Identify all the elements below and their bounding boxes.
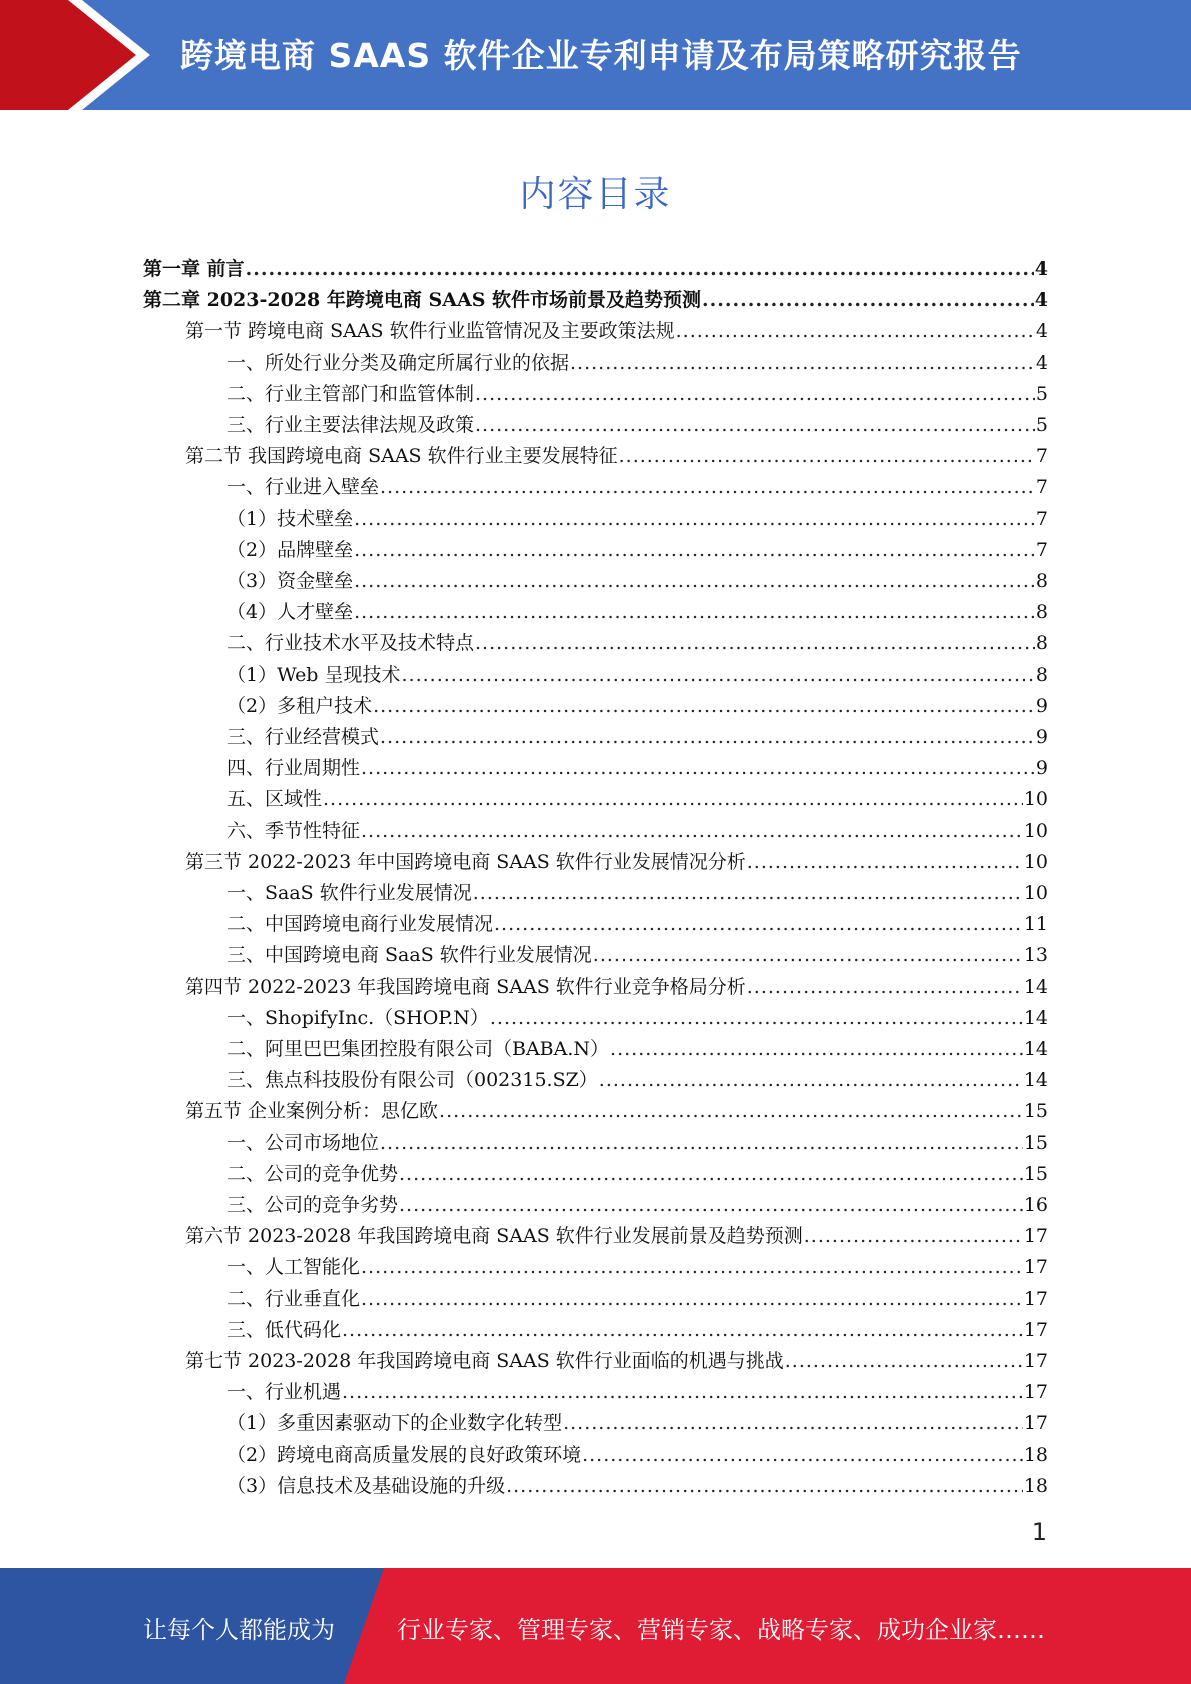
toc-leader-dots bbox=[475, 410, 1035, 441]
report-title: 跨境电商 SAAS 软件企业专利申请及布局策略研究报告 bbox=[180, 36, 1022, 75]
toc-leader-dots bbox=[380, 472, 1035, 503]
toc-entry-label: 三、行业经营模式 bbox=[227, 726, 380, 748]
toc-leader-dots bbox=[582, 1440, 1023, 1471]
toc-leader-dots bbox=[570, 348, 1035, 379]
toc-leader-dots bbox=[610, 1034, 1023, 1065]
toc-entry[interactable] bbox=[227, 1128, 1048, 1159]
toc-entry-label: 二、中国跨境电商行业发展情况 bbox=[227, 913, 494, 936]
toc-leader-dots bbox=[563, 1408, 1023, 1439]
toc-entry-page: 5 bbox=[1035, 414, 1048, 436]
toc-entry-label: 第四节 2022-2023 年我国跨境电商 SAAS 软件行业竞争格局分析 bbox=[185, 975, 746, 998]
toc-entry-page: 17 bbox=[1023, 1225, 1048, 1248]
toc-entry[interactable] bbox=[185, 1221, 1048, 1252]
toc-entry-page: 17 bbox=[1023, 1350, 1048, 1372]
toc-entry-page: 9 bbox=[1035, 694, 1048, 717]
toc-entry-page: 10 bbox=[1023, 882, 1048, 904]
toc-entry[interactable] bbox=[227, 1252, 1048, 1283]
toc-entry[interactable] bbox=[185, 847, 1048, 878]
toc-entry-page: 9 bbox=[1035, 757, 1048, 780]
toc-entry-label: 第五节 企业案例分析：思亿欧 bbox=[185, 1100, 439, 1123]
toc-entry-label: 二、行业垂直化 bbox=[227, 1287, 361, 1310]
toc-entry[interactable] bbox=[227, 504, 1048, 535]
toc-entry-page: 5 bbox=[1035, 382, 1048, 405]
toc-entry-page: 17 bbox=[1023, 1256, 1048, 1279]
toc-entry-page: 14 bbox=[1023, 1038, 1048, 1060]
toc-leader-dots bbox=[747, 847, 1023, 878]
toc-entry-page: 9 bbox=[1035, 726, 1048, 748]
toc-entry-page: 13 bbox=[1023, 944, 1048, 967]
toc-entry[interactable] bbox=[227, 472, 1048, 503]
toc-leader-dots bbox=[490, 1003, 1023, 1034]
toc-entry[interactable] bbox=[227, 1034, 1048, 1065]
toc-leader-dots bbox=[373, 691, 1035, 722]
footer-slogan-right: 行业专家、管理专家、营销专家、战略专家、成功企业家…… bbox=[397, 1616, 1045, 1644]
toc-entry-page: 17 bbox=[1023, 1318, 1048, 1341]
toc-leader-dots bbox=[494, 909, 1023, 940]
toc-leader-dots bbox=[475, 379, 1035, 410]
toc-entry-page: 11 bbox=[1023, 913, 1048, 936]
toc-entry-label: 第一节 跨境电商 SAAS 软件行业监管情况及主要政策法规 bbox=[185, 320, 675, 343]
toc-leader-dots bbox=[354, 504, 1035, 535]
page-number: 1 bbox=[1031, 1518, 1047, 1546]
toc-leader-dots bbox=[473, 878, 1023, 909]
toc-entry[interactable] bbox=[227, 1003, 1048, 1034]
toc-leader-dots bbox=[246, 254, 1034, 285]
toc-entry[interactable] bbox=[227, 566, 1048, 597]
toc-entry[interactable] bbox=[227, 410, 1048, 441]
toc-entry-label: （1）技术壁垒 bbox=[227, 507, 354, 530]
toc-entry-page: 18 bbox=[1023, 1474, 1048, 1497]
toc-entry-page: 18 bbox=[1023, 1443, 1048, 1466]
toc-entry-page: 4 bbox=[1034, 289, 1048, 312]
toc-leader-dots bbox=[354, 535, 1035, 566]
toc-leader-dots bbox=[354, 566, 1035, 597]
toc-entry-label: 五、区域性 bbox=[227, 788, 323, 811]
toc-entry[interactable] bbox=[185, 1346, 1048, 1377]
toc-entry-label: （1）Web 呈现技术 bbox=[227, 663, 401, 686]
toc-entry-label: 三、公司的竞争劣势 bbox=[227, 1194, 399, 1216]
toc-entry-page: 17 bbox=[1023, 1412, 1048, 1435]
toc-entry-label: （2）跨境电商高质量发展的良好政策环境 bbox=[227, 1443, 582, 1466]
toc-entry[interactable] bbox=[227, 1408, 1048, 1439]
toc-entry-label: 六、季节性特征 bbox=[227, 819, 361, 842]
toc-leader-dots bbox=[399, 1159, 1023, 1190]
toc-leader-dots bbox=[361, 753, 1035, 784]
toc-entry-label: 一、SaaS 软件行业发展情况 bbox=[227, 882, 472, 904]
toc-entry-label: 第二章 2023-2028 年跨境电商 SAAS 软件市场前景及趋势预测 bbox=[143, 289, 702, 312]
toc-leader-dots bbox=[323, 784, 1023, 815]
toc-leader-dots bbox=[619, 441, 1035, 472]
toc-leader-dots bbox=[506, 1471, 1023, 1502]
toc-entry[interactable] bbox=[227, 878, 1048, 909]
toc-entry-page: 7 bbox=[1035, 507, 1048, 530]
toc-entry-label: （2）品牌壁垒 bbox=[227, 538, 354, 561]
toc-entry-page: 14 bbox=[1023, 975, 1048, 998]
toc-entry[interactable] bbox=[227, 535, 1048, 566]
toc-entry[interactable] bbox=[227, 379, 1048, 410]
toc-entry-label: 一、行业进入壁垒 bbox=[227, 476, 380, 499]
toc-entry-label: 一、ShopifyInc.（SHOP.N） bbox=[227, 1006, 489, 1029]
toc-entry[interactable] bbox=[227, 1284, 1048, 1315]
toc-leader-dots bbox=[747, 972, 1023, 1003]
toc-entry-page: 14 bbox=[1023, 1069, 1048, 1092]
toc-entry-label: （4）人才壁垒 bbox=[227, 601, 354, 624]
toc-heading: 内容目录 bbox=[519, 174, 672, 215]
toc-entry-page: 8 bbox=[1035, 663, 1048, 686]
toc-entry-page: 4 bbox=[1035, 320, 1048, 343]
toc-entry-label: 一、人工智能化 bbox=[227, 1256, 361, 1279]
toc-entry-label: 第六节 2023-2028 年我国跨境电商 SAAS 软件行业发展前景及趋势预测 bbox=[185, 1225, 803, 1248]
toc-entry[interactable] bbox=[185, 441, 1048, 472]
toc-entry[interactable] bbox=[227, 784, 1048, 815]
toc-leader-dots bbox=[439, 1096, 1023, 1127]
header-banner bbox=[0, 0, 1191, 110]
toc-entry[interactable] bbox=[143, 254, 1048, 285]
toc-entry-label: 二、阿里巴巴集团控股有限公司（BABA.N） bbox=[227, 1038, 610, 1060]
toc-entry-page: 10 bbox=[1023, 788, 1048, 811]
toc-entry[interactable] bbox=[227, 1315, 1048, 1346]
toc-leader-dots bbox=[593, 940, 1023, 971]
toc-entry[interactable] bbox=[227, 816, 1048, 847]
toc-leader-dots bbox=[361, 1284, 1023, 1315]
toc-entry-label: 一、公司市场地位 bbox=[227, 1131, 380, 1154]
toc-leader-dots bbox=[399, 1190, 1023, 1221]
toc-entry[interactable] bbox=[185, 316, 1048, 347]
toc-entry-label: （1）多重因素驱动下的企业数字化转型 bbox=[227, 1412, 563, 1435]
toc-entry[interactable] bbox=[227, 628, 1048, 659]
toc-entry-label: 第七节 2023-2028 年我国跨境电商 SAAS 软件行业面临的机遇与挑战 bbox=[185, 1350, 784, 1372]
toc-entry-label: 二、公司的竞争优势 bbox=[227, 1162, 399, 1185]
footer-banner bbox=[0, 1568, 1191, 1684]
toc-leader-dots bbox=[380, 722, 1035, 753]
toc-entry-page: 14 bbox=[1023, 1006, 1048, 1029]
toc-entry[interactable] bbox=[227, 1471, 1048, 1502]
toc-entry-page: 4 bbox=[1035, 351, 1048, 374]
toc-leader-dots bbox=[804, 1221, 1023, 1252]
toc-leader-dots bbox=[599, 1065, 1023, 1096]
toc-leader-dots bbox=[475, 628, 1035, 659]
toc-entry-label: 第一章 前言 bbox=[143, 258, 245, 280]
toc-entry[interactable] bbox=[227, 940, 1048, 971]
toc-entry-label: 一、所处行业分类及确定所属行业的依据 bbox=[227, 351, 570, 374]
toc-leader-dots bbox=[402, 660, 1035, 691]
toc-entry-page: 15 bbox=[1023, 1162, 1048, 1185]
toc-leader-dots bbox=[361, 816, 1023, 847]
toc-entry-label: 四、行业周期性 bbox=[227, 757, 361, 780]
toc-entry-page: 4 bbox=[1034, 258, 1048, 280]
toc-entry[interactable] bbox=[227, 597, 1048, 628]
toc-entry-label: 三、中国跨境电商 SaaS 软件行业发展情况 bbox=[227, 944, 592, 967]
toc-entry[interactable] bbox=[227, 753, 1048, 784]
toc-entry-page: 7 bbox=[1035, 476, 1048, 499]
toc-leader-dots bbox=[380, 1128, 1023, 1159]
toc-entry-page: 7 bbox=[1035, 538, 1048, 561]
toc-entry[interactable] bbox=[143, 285, 1048, 316]
toc-entry-page: 15 bbox=[1023, 1131, 1048, 1154]
toc-entry[interactable] bbox=[227, 691, 1048, 722]
toc-leader-dots bbox=[342, 1377, 1023, 1408]
toc-entry-label: 三、焦点科技股份有限公司（002315.SZ） bbox=[227, 1069, 598, 1092]
toc-entry[interactable] bbox=[227, 660, 1048, 691]
toc-entry-label: 二、行业技术水平及技术特点 bbox=[227, 632, 475, 655]
toc-leader-dots bbox=[354, 597, 1035, 628]
footer-slogan-left: 让每个人都能成为 bbox=[143, 1616, 335, 1644]
toc-entry[interactable] bbox=[227, 722, 1048, 753]
toc-entry-page: 7 bbox=[1035, 445, 1048, 468]
toc-entry-label: （3）信息技术及基础设施的升级 bbox=[227, 1474, 506, 1497]
toc-entry-page: 15 bbox=[1023, 1100, 1048, 1123]
toc-leader-dots bbox=[702, 285, 1034, 316]
toc-entry-page: 10 bbox=[1023, 819, 1048, 842]
toc-entry[interactable] bbox=[227, 1440, 1048, 1471]
toc-entry[interactable] bbox=[227, 909, 1048, 940]
toc-entry-label: 二、行业主管部门和监管体制 bbox=[227, 382, 475, 405]
toc-entry-label: 三、行业主要法律法规及政策 bbox=[227, 414, 475, 436]
toc-entry-page: 8 bbox=[1035, 601, 1048, 624]
toc-entry-label: （2）多租户技术 bbox=[227, 694, 373, 717]
toc-entry-label: 三、低代码化 bbox=[227, 1318, 342, 1341]
toc-entry-label: 第二节 我国跨境电商 SAAS 软件行业主要发展特征 bbox=[185, 445, 618, 468]
toc-entry[interactable] bbox=[227, 1159, 1048, 1190]
toc-entry-label: （3）资金壁垒 bbox=[227, 570, 354, 592]
toc-entry-page: 8 bbox=[1035, 632, 1048, 655]
toc-leader-dots bbox=[676, 316, 1035, 347]
toc-entry-page: 17 bbox=[1023, 1287, 1048, 1310]
toc-entry-label: 一、行业机遇 bbox=[227, 1381, 342, 1404]
toc-entry[interactable] bbox=[227, 1377, 1048, 1408]
toc-entry-page: 8 bbox=[1035, 570, 1048, 592]
toc-entry[interactable] bbox=[185, 972, 1048, 1003]
toc-entry-label: 第三节 2022-2023 年中国跨境电商 SAAS 软件行业发展情况分析 bbox=[185, 850, 746, 873]
toc-leader-dots bbox=[785, 1346, 1023, 1377]
toc-entry[interactable] bbox=[227, 1065, 1048, 1096]
toc-entry[interactable] bbox=[227, 1190, 1048, 1221]
toc-entry[interactable] bbox=[227, 348, 1048, 379]
toc-entry-page: 17 bbox=[1023, 1381, 1048, 1404]
toc-entry[interactable] bbox=[185, 1096, 1048, 1127]
toc-leader-dots bbox=[342, 1315, 1023, 1346]
toc-leader-dots bbox=[361, 1252, 1023, 1283]
header-red-chevron bbox=[0, 0, 150, 110]
toc-entry-page: 16 bbox=[1023, 1194, 1048, 1216]
toc-entry-page: 10 bbox=[1023, 850, 1048, 873]
